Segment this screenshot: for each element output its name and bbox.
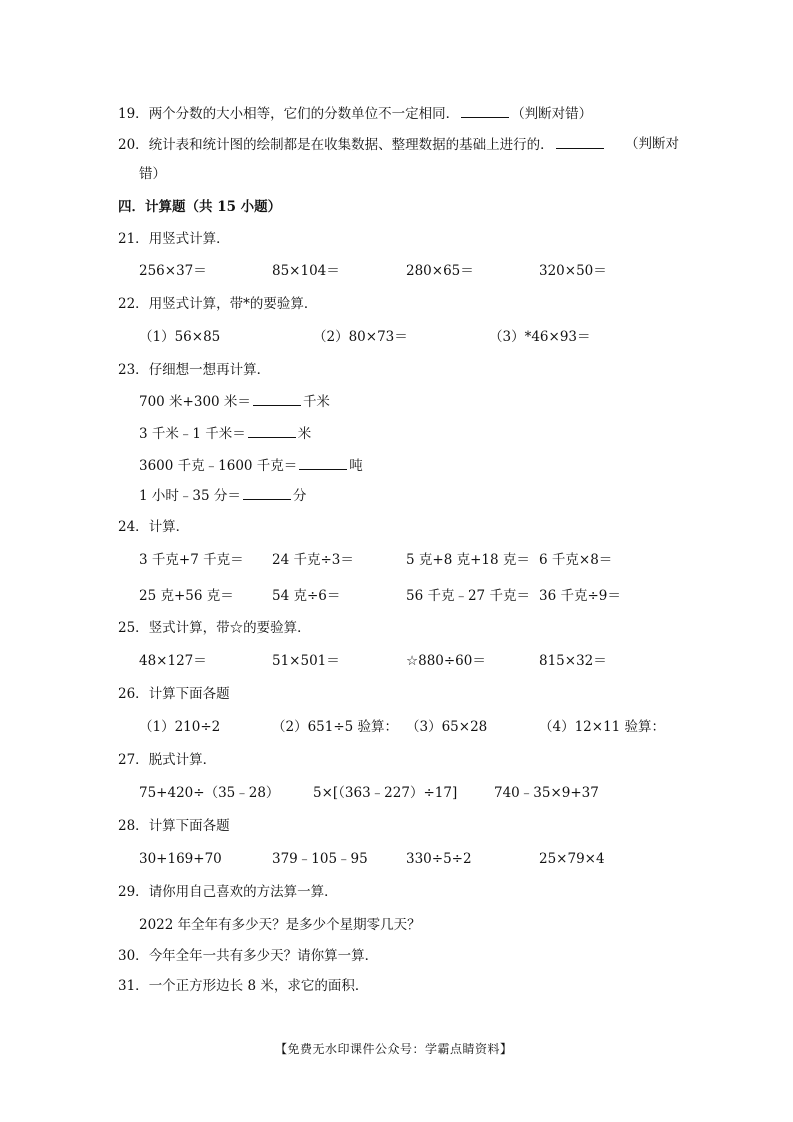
unit-label: 分 xyxy=(292,488,307,504)
question-text: 计算． xyxy=(148,519,190,535)
expression: 280×65＝ xyxy=(406,263,474,279)
question-number: 26． xyxy=(118,686,149,702)
question-27 xyxy=(118,751,216,769)
answer-blank[interactable] xyxy=(556,135,604,149)
expression: 320×50＝ xyxy=(539,263,607,279)
expression: （1）210÷2 xyxy=(139,719,221,735)
answer-blank[interactable] xyxy=(253,392,301,406)
question-19 xyxy=(118,104,592,123)
expression: 48×127＝ xyxy=(139,653,207,669)
judge-hint-continued: 错） xyxy=(139,166,166,182)
question-number: 29． xyxy=(118,884,149,900)
expression: 256×37＝ xyxy=(139,263,207,279)
question-text: 计算下面各题 xyxy=(148,818,230,834)
question-text: 竖式计算，带☆的要验算． xyxy=(148,620,311,636)
question-26 xyxy=(118,685,230,703)
expression: 85×104＝ xyxy=(272,263,340,279)
expression: 30+169+70 xyxy=(139,851,222,867)
question-number: 24． xyxy=(118,519,149,535)
unit-label: 千米 xyxy=(302,394,330,410)
question-number: 31． xyxy=(118,978,149,994)
expression: 75+420÷（35﹣28） xyxy=(139,785,280,801)
footer-watermark-text: 【免费无水印课件公众号：学霸点睛资料】 xyxy=(275,1042,513,1056)
answer-blank[interactable] xyxy=(461,104,509,118)
question-text: 一个正方形边长 8 米，求它的面积． xyxy=(148,978,369,994)
expression: 56 千克﹣27 千克＝ xyxy=(406,588,530,604)
conversion-expression: 1 小时﹣35 分＝ xyxy=(139,488,241,504)
expression: 24 千克÷3＝ xyxy=(272,552,354,568)
judge-hint: （判断对错） xyxy=(511,106,593,122)
question-text: 两个分数的大小相等，它们的分数单位不一定相同． xyxy=(148,106,460,122)
question-28 xyxy=(118,817,230,835)
question-30 xyxy=(118,947,378,965)
expression: （4）12×11 验算： xyxy=(539,719,666,735)
conversion-expression: 3 千米﹣1 千米＝ xyxy=(139,426,246,442)
conversion-line xyxy=(139,424,311,443)
question-text: 统计表和统计图的绘制都是在收集数据、整理数据的基础上进行的． xyxy=(148,137,554,153)
expression: （2）651÷5 验算： xyxy=(272,719,399,735)
expression: 25×79×4 xyxy=(539,851,605,867)
unit-label: 吨 xyxy=(349,458,363,474)
expression: 5 克+8 克+18 克＝ xyxy=(406,552,530,568)
question-text: 今年全年一共有多少天？请你算一算． xyxy=(148,948,379,964)
conversion-line xyxy=(139,392,330,411)
question-number: 30． xyxy=(118,948,149,964)
question-20 xyxy=(118,135,606,154)
question-number: 28． xyxy=(118,818,149,834)
expression: （1）56×85 xyxy=(139,329,221,345)
question-text: 用竖式计算，带*的要验算． xyxy=(148,296,318,312)
expression: 5×[（363﹣227）÷17] xyxy=(313,785,458,801)
question-text: 仔细想一想再计算． xyxy=(148,362,271,378)
expression: （2）80×73＝ xyxy=(313,329,408,345)
question-29 xyxy=(118,883,338,901)
conversion-expression: 3600 千克﹣1600 千克＝ xyxy=(139,458,298,474)
expression: 3 千克+7 千克＝ xyxy=(139,552,244,568)
question-21 xyxy=(118,230,230,248)
conversion-line xyxy=(139,486,306,505)
question-22 xyxy=(118,295,317,313)
question-text: 脱式计算． xyxy=(148,752,217,768)
conversion-expression: 700 米+300 米＝ xyxy=(139,394,251,410)
expression: 740﹣35×9+37 xyxy=(494,785,599,801)
section-heading: 四．计算题（共 15 小题） xyxy=(118,199,282,215)
question-number: 25． xyxy=(118,620,149,636)
expression: 6 千克×8＝ xyxy=(539,552,613,568)
answer-blank[interactable] xyxy=(299,456,347,470)
question-31 xyxy=(118,977,368,995)
question-23 xyxy=(118,361,270,379)
question-24 xyxy=(118,518,189,536)
expression: 36 千克÷9＝ xyxy=(539,588,621,604)
question-number: 20． xyxy=(118,137,149,153)
unit-label: 米 xyxy=(297,426,312,442)
question-number: 19． xyxy=(118,106,149,122)
judge-hint: （判断对 xyxy=(625,136,679,152)
question-number: 21． xyxy=(118,231,149,247)
question-text: 用竖式计算． xyxy=(148,231,230,247)
expression: 330÷5÷2 xyxy=(406,851,472,867)
conversion-line xyxy=(139,456,363,475)
expression: 54 克÷6＝ xyxy=(272,588,341,604)
expression: （3）65×28 xyxy=(406,719,488,735)
question-number: 22． xyxy=(118,296,149,312)
expression: 815×32＝ xyxy=(539,653,607,669)
answer-blank[interactable] xyxy=(243,486,291,500)
answer-blank[interactable] xyxy=(248,424,296,438)
question-number: 27． xyxy=(118,752,149,768)
question-sub-text: 2022 年全年有多少天？是多少个星期零几天？ xyxy=(139,917,421,933)
expression: 51×501＝ xyxy=(272,653,340,669)
question-text: 计算下面各题 xyxy=(148,686,230,702)
expression: 379﹣105﹣95 xyxy=(272,851,368,867)
expression: 25 克+56 克＝ xyxy=(139,588,234,604)
question-text: 请你用自己喜欢的方法算一算． xyxy=(148,884,338,900)
question-25 xyxy=(118,619,311,637)
expression: ☆880÷60＝ xyxy=(406,653,486,669)
question-number: 23． xyxy=(118,362,149,378)
expression: （3）*46×93＝ xyxy=(489,329,591,345)
